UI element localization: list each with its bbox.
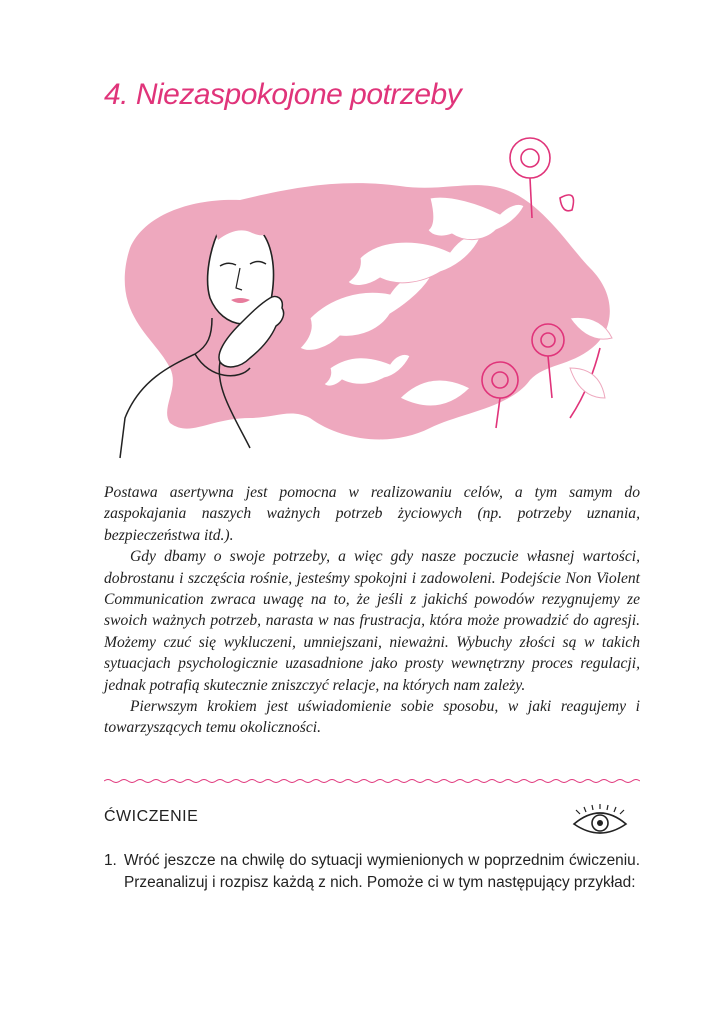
paragraph-1: Postawa asertywna jest pomocna w realizowaniu celów, a tym samym do zaspokajania naszych ważnych potrzeb życiowych (np. potrzeby uznania, bezpieczeństwa itd.).	[104, 484, 640, 544]
list-item	[104, 850, 640, 894]
chapter-title: 4. Niezaspokojone potrzeby	[104, 78, 462, 111]
paragraph-3: Pierwszym krokiem jest uświadomienie sobie sposobu, w jaki reagujemy i towarzyszących temu okoliczności.	[104, 698, 640, 737]
list-item-text: Wróć jeszcze na chwilę do sytuacji wymienionych w poprzednim ćwiczeniu. Przeanalizuj i rozpisz każdą z nich. Pomoże ci w tym następujący przykład:	[124, 852, 640, 891]
exercise-list	[104, 850, 640, 894]
wavy-divider	[104, 778, 640, 784]
chapter-illustration	[100, 118, 640, 468]
paragraph-2: Gdy dbamy o swoje potrzeby, a więc gdy nasze poczucie własnej wartości, dobrostanu i szczęścia rośnie, jesteśmy spokojni i zadowoleni. Podejście Non Violent Communication zwraca uwagę na to, że jeśli z jakichś powodów rezygnujemy ze swoich ważnych potrzeb, narasta w nas frustracja, która może prowadzić do agresji. Możemy czuć się wykluczeni, umniejszani, nieważni. Wybuchy złości są w takich sytuacjach psychologicznie uzasadnione jako prosty wewnętrzny proces regulacji, jednak potrafią skutecznie zniszczyć relacje, na których nam zależy.	[104, 548, 640, 694]
eye-icon	[568, 800, 632, 840]
body-text	[104, 482, 640, 739]
list-item-number: 1.	[104, 852, 117, 869]
exercise-heading: ĆWICZENIE	[104, 808, 199, 825]
